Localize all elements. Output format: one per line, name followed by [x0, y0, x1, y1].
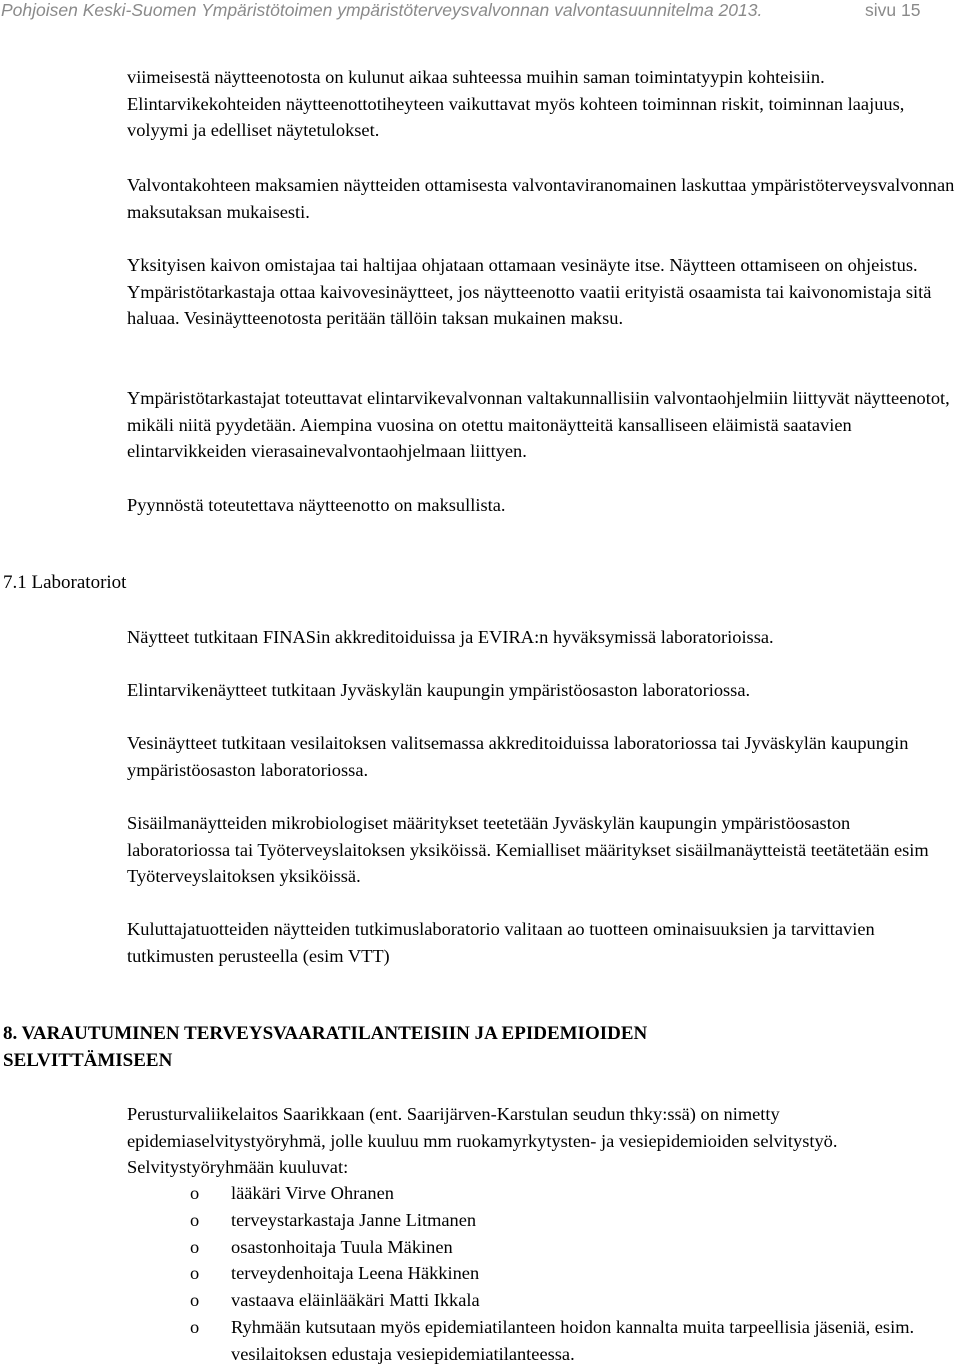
page-header — [0, 0, 960, 22]
list-item — [190, 1234, 960, 1261]
paragraph: viimeisestä näytteenotosta on kulunut aikaa suhteessa muihin saman toimintatyypin kohteisiin. Elintarvikekohteiden näytteenottotiheyteen vaikuttavat myös kohteen toiminnan riskit, toiminnan laajuus, volyymi ja edelliset näytetulokset. — [127, 67, 905, 141]
document-title: Pohjoisen Keski-Suomen Ympäristötoimen ympäristöterveysvalvonnan valvontasuunnitelma 2013. — [1, 0, 763, 20]
bullet-icon: o — [190, 1263, 200, 1284]
paragraph: Ympäristötarkastajat toteuttavat elintarvikevalvonnan valtakunnallisiin valvontaohjelmiin liittyvät näytteenotot, mikäli niitä pyydetään. Aiempina vuosina on otettu maitonäytteitä kansalliseen eläimistä saatavien elintarvikkeiden vierasainevalvontaohjelmaan liittyen. — [127, 388, 950, 462]
paragraph: Yksityisen kaivon omistajaa tai haltijaa ohjataan ottamaan vesinäyte itse. Näytteen ottamiseen on ohjeistus. Ympäristötarkastaja ottaa kaivovesinäytteet, jos näytteenotto vaatii erityistä osaamista tai kaivonomistaja sitä haluaa. Vesinäytteenotosta peritään tällöin taksan mukainen maksu. — [127, 255, 932, 329]
paragraph: Kuluttajatuotteiden näytteiden tutkimuslaboratorio valitaan ao tuotteen ominaisuuksien ja tarvittavien tutkimusten perusteella (esim VTT) — [127, 919, 875, 966]
bullet-icon: o — [190, 1209, 200, 1230]
bullet-icon: o — [190, 1236, 200, 1257]
page-number: sivu 15 — [865, 0, 921, 20]
section-heading-8: 8. VARAUTUMINEN TERVEYSVAARATILANTEISIIN JA EPIDEMIOIDEN SELVITTÄMISEEN — [3, 1023, 648, 1071]
list-item — [190, 1180, 960, 1207]
paragraph: Elintarvikenäytteet tutkitaan Jyväskylän kaupungin ympäristöosaston laboratoriossa. — [127, 680, 751, 700]
paragraph: Perusturvaliikelaitos Saarikkaan (ent. Saarijärven-Karstulan seudun thky:ssä) on nimetty epidemiaselvitystyöryhmä, jolle kuuluu mm ruokamyrkytysten- ja vesiepidemioiden selvitystyö. Selvitystyöryhmään kuuluvat: — [127, 1104, 838, 1178]
member-text: terveystarkastaja Janne Litmanen — [231, 1209, 477, 1230]
bullet-icon: o — [190, 1290, 200, 1311]
paragraph: Sisäilmanäytteiden mikrobiologiset määritykset teetetään Jyväskylän kaupungin ympäristöosaston laboratoriossa tai Työterveyslaitoksen yksiköissä. Kemialliset määritykset sisäilmanäytteistä teetätetään esim Työterveyslaitoksen yksiköissä. — [127, 813, 929, 887]
list-item — [190, 1314, 960, 1368]
paragraph: Vesinäytteet tutkitaan vesilaitoksen valitsemassa akkreditoiduissa laboratoriossa tai Jyväskylän kaupungin ympäristöosaston laboratoriossa. — [127, 733, 909, 780]
paragraph: Valvontakohteen maksamien näytteiden ottamisesta valvontaviranomainen laskuttaa ympäristöterveysvalvonnan maksutaksan mukaisesti. — [127, 175, 955, 222]
member-text: Ryhmään kutsutaan myös epidemiatilanteen hoidon kannalta muita tarpeellisia jäseniä, esim. vesilaitoksen edustaja vesiepidemiatilanteessa. — [231, 1316, 915, 1364]
member-text: terveydenhoitaja Leena Häkkinen — [231, 1263, 480, 1284]
section-heading-7-1: 7.1 Laboratoriot — [3, 572, 127, 593]
list-item — [190, 1287, 960, 1314]
bullet-icon: o — [190, 1183, 200, 1203]
working-group-members-list — [190, 1180, 960, 1368]
bullet-icon: o — [190, 1316, 200, 1337]
paragraph: Näytteet tutkitaan FINASin akkreditoiduissa ja EVIRA:n hyväksymissä laboratorioissa. — [127, 627, 774, 647]
list-item — [190, 1260, 960, 1287]
member-text: osastonhoitaja Tuula Mäkinen — [231, 1236, 453, 1257]
member-text: vastaava eläinlääkäri Matti Ikkala — [231, 1290, 480, 1311]
list-item — [190, 1207, 960, 1234]
paragraph: Pyynnöstä toteutettava näytteenotto on maksullista. — [127, 495, 506, 515]
member-text: lääkäri Virve Ohranen — [231, 1183, 394, 1203]
